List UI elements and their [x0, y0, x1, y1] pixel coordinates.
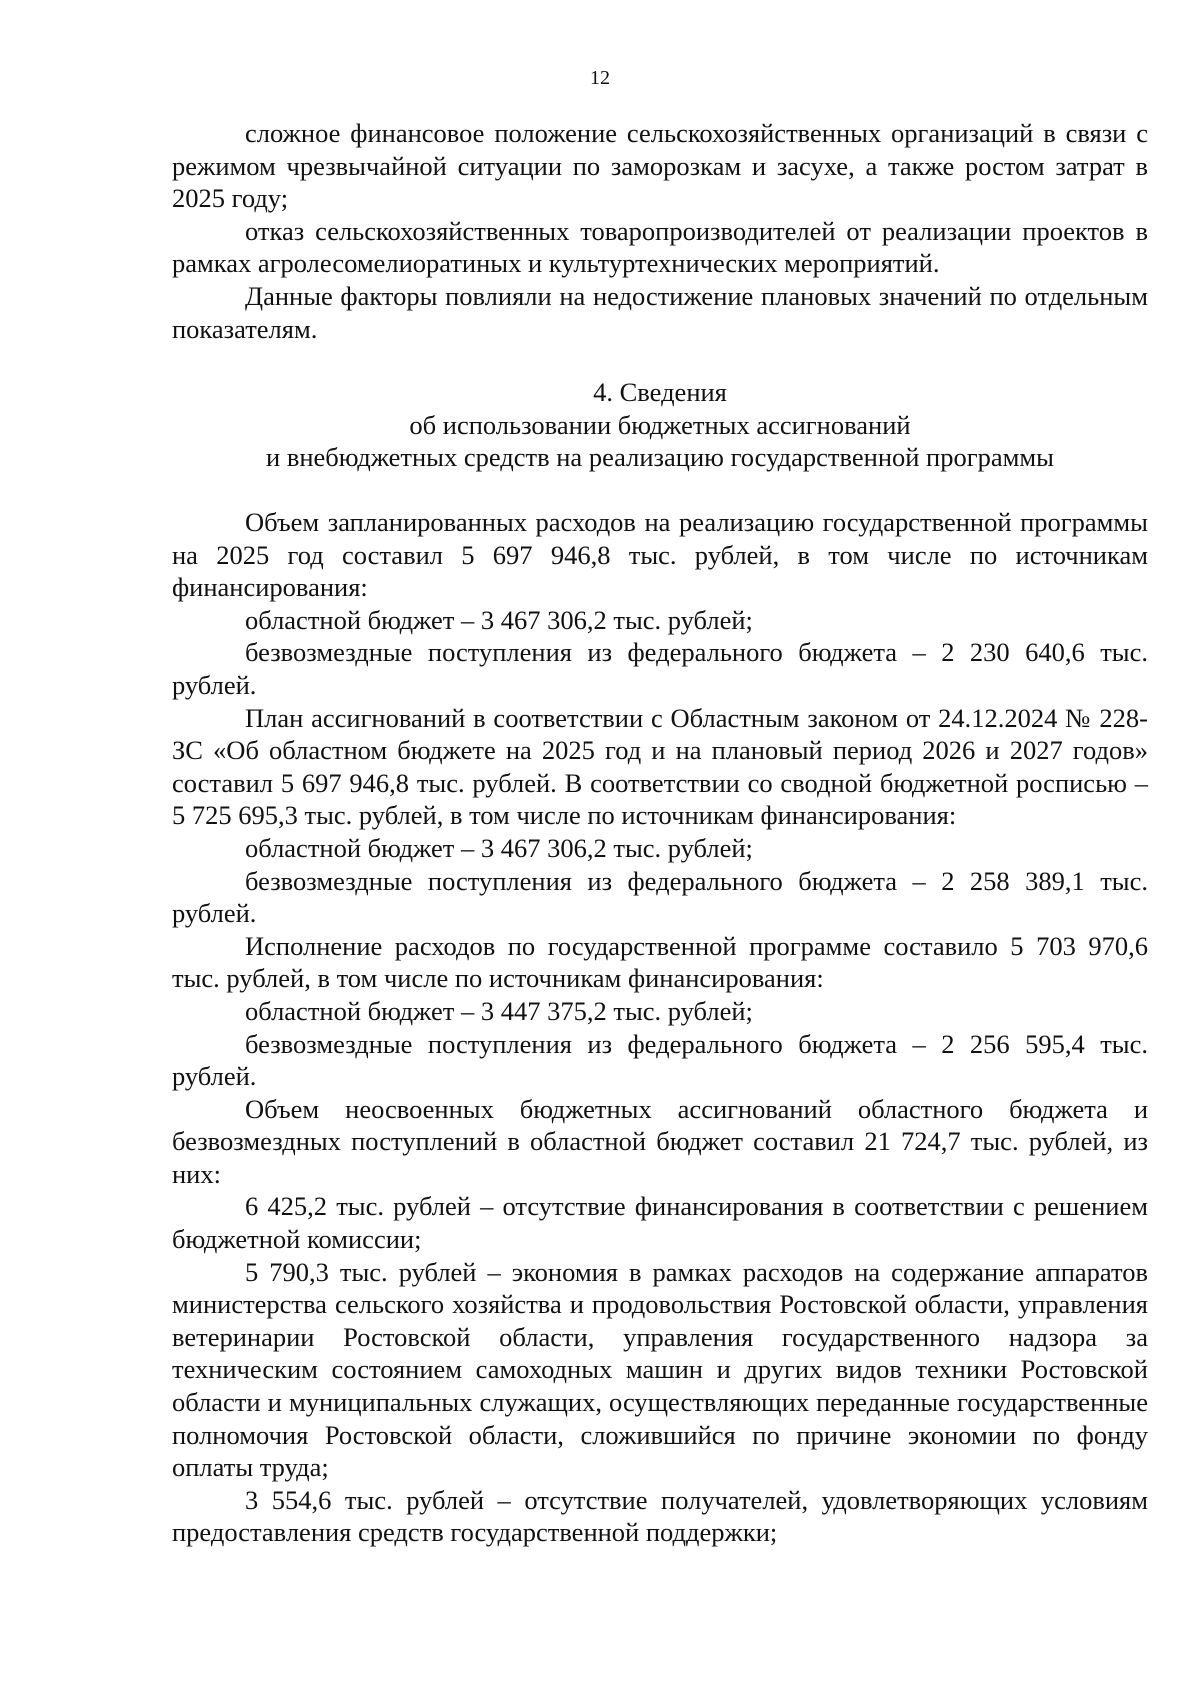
paragraph: 3 554,6 тыс. рублей – отсутствие получателей, удовлетворяющих условиям предоставления средств государственной поддержки;	[172, 1484, 1148, 1548]
section-heading	[172, 376, 1148, 474]
section-heading-line: и внебюджетных средств на реализацию государственной программы	[266, 442, 1054, 473]
section-heading-line: об использовании бюджетных ассигнований	[409, 409, 911, 440]
paragraph: 5 790,3 тыс. рублей – экономия в рамках расходов на содержание аппаратов министерства сельского хозяйства и продовольствия Ростовской области, управления ветеринарии Ростовской области, управления государственного надзора за техническим состоянием самоходных машин и других видов техники Ростовской области и муниципальных служащих, осуществляющих переданные государственные полномочия Ростовской области, сложившийся по причине экономии по фонду оплаты труда;	[172, 1256, 1148, 1483]
paragraph: областной бюджет – 3 447 375,2 тыс. рублей;	[245, 995, 753, 1026]
paragraph: сложное финансовое положение сельскохозяйственных организаций в связи с режимом чрезвычайной ситуации по заморозкам и засухе, а также ростом затрат в 2025 году;	[172, 118, 1148, 214]
paragraph: безвозмездные поступления из федерального бюджета – 2 256 595,4 тыс. рублей.	[172, 1028, 1148, 1092]
paragraph: План ассигнований в соответствии с Областным законом от 24.12.2024 № 228-ЗС «Об областном бюджете на 2025 год и на плановый период 2026 и 2027 годов» составил 5 697 946,8 тыс. рублей. В соответствии со сводной бюджетной росписью – 5 725 695,3 тыс. рублей, в том числе по источникам финансирования:	[172, 702, 1148, 831]
section-body	[172, 506, 1148, 1549]
section-heading-line: 4. Сведения	[593, 377, 727, 407]
page-number: 12	[590, 67, 610, 89]
paragraph: областной бюджет – 3 467 306,2 тыс. рублей;	[245, 832, 753, 863]
paragraph: Объем запланированных расходов на реализацию государственной программы на 2025 год составил 5 697 946,8 тыс. рублей, в том числе по источникам финансирования:	[172, 507, 1148, 603]
paragraph: областной бюджет – 3 467 306,2 тыс. рублей;	[245, 604, 753, 635]
paragraph: отказ сельскохозяйственных товаропроизводителей от реализации проектов в рамках агролесомелиоратиных и культуртехнических мероприятий.	[172, 215, 1148, 279]
paragraph: Данные факторы повлияли на недостижение плановых значений по отдельным показателям.	[172, 280, 1148, 344]
paragraph: безвозмездные поступления из федерального бюджета – 2 230 640,6 тыс. рублей.	[172, 637, 1148, 700]
intro-text	[172, 117, 1148, 345]
paragraph: Исполнение расходов по государственной программе составило 5 703 970,6 тыс. рублей, в том числе по источникам финансирования:	[172, 930, 1148, 994]
paragraph: безвозмездные поступления из федерального бюджета – 2 258 389,1 тыс. рублей.	[172, 865, 1148, 929]
paragraph: 6 425,2 тыс. рублей – отсутствие финансирования в соответствии с решением бюджетной комиссии;	[172, 1191, 1148, 1255]
paragraph: Объем неосвоенных бюджетных ассигнований областного бюджета и безвозмездных поступлений в областной бюджет составил 21 724,7 тыс. рублей, из них:	[172, 1093, 1148, 1189]
